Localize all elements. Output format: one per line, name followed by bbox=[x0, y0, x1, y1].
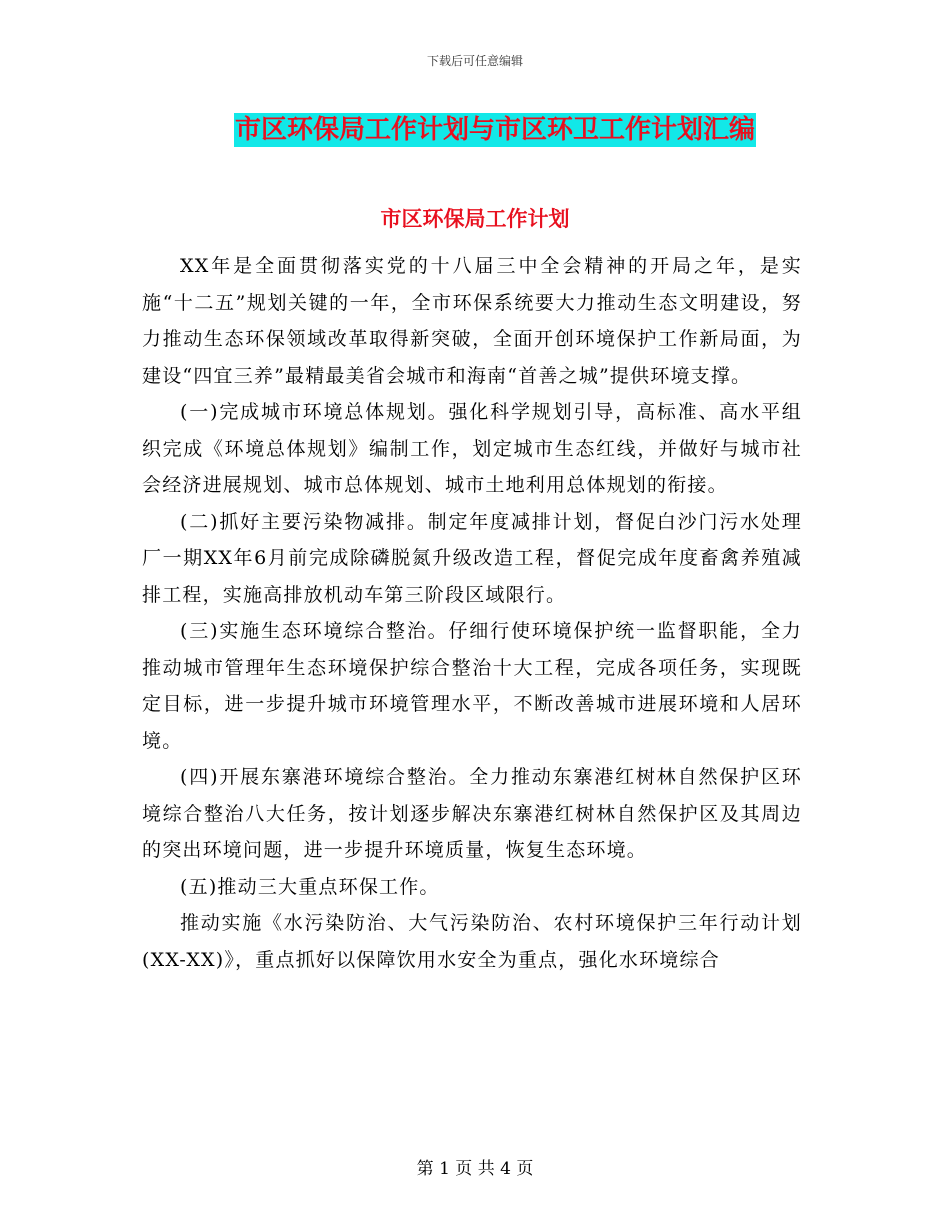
header-note: 下载后可任意编辑 bbox=[426, 54, 523, 68]
document-main-title: 市区环保局工作计划与市区环卫工作计划汇编 bbox=[235, 115, 756, 145]
paragraph-item-1: (一)完成城市环境总体规划。强化科学规划引导，高标准、高水平组织完成《环境总体规划》编制工作，划定城市生态红线，并做好与城市社会经济进展规划、城市总体规划、城市土地利用总体规划的衔接。 bbox=[142, 401, 802, 496]
paragraph-item-2: (二)抓好主要污染物减排。制定年度减排计划，督促白沙门污水处理厂一期XX年6月前完成除磷脱氮升级改造工程，督促完成年度畜禽养殖减排工程，实施高排放机动车第三阶段区域限行。 bbox=[142, 510, 802, 606]
paragraph-item-5: (五)推动三大重点环保工作。 bbox=[180, 875, 440, 898]
paragraph-item-4: (四)开展东寨港环境综合整治。全力推动东寨港红树林自然保护区环境综合整治八大任务，按计划逐步解决东寨港红树林自然保护区及其周边的突出环境问题，进一步提升环境质量，恢复生态环境。 bbox=[142, 766, 802, 861]
paragraph-item-5-detail: 推动实施《水污染防治、大气污染防治、农村环境保护三年行动计划(XX-XX)》，重点抓好以保障饮用水安全为重点，强化水环境综合 bbox=[142, 912, 802, 971]
page-number: 第 1 页 共 4 页 bbox=[416, 1159, 534, 1179]
document-body bbox=[142, 248, 802, 978]
section-title: 市区环保局工作计划 bbox=[380, 206, 570, 231]
paragraph-item-3: (三)实施生态环境综合整治。仔细行使环境保护统一监督职能，全力推动城市管理年生态环境保护综合整治十大工程，完成各项任务，实现既定目标，进一步提升城市环境管理水平，不断改善城市进展环境和人居环境。 bbox=[142, 620, 802, 752]
paragraph-intro: XX年是全面贯彻落实党的十八届三中全会精神的开局之年，是实施“十二五”规划关键的一年，全市环保系统要大力推动生态文明建设，努力推动生态环保领域改革取得新突破，全面开创环境保护工作新局面，为建设“四宜三养”最精最美省会城市和海南“首善之城”提供环境支撑。 bbox=[142, 255, 802, 387]
